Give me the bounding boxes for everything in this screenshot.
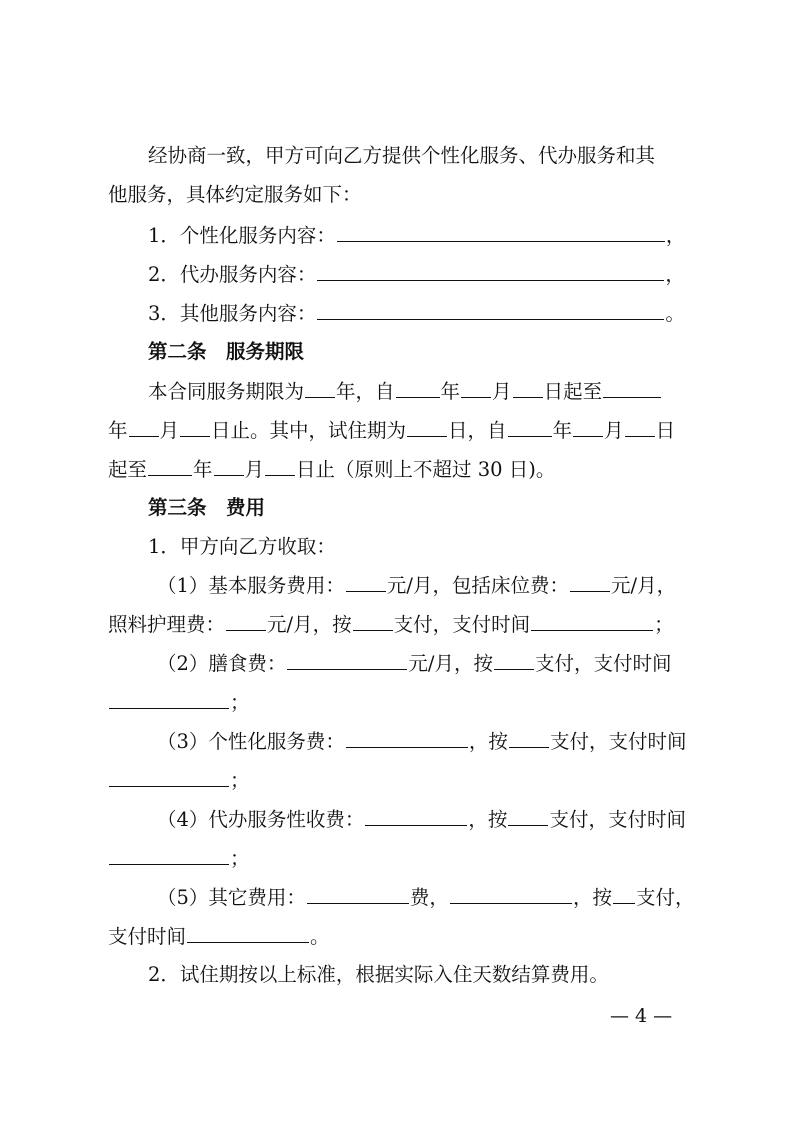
trial-start-year-blank[interactable] <box>508 417 552 437</box>
term-line-2 <box>108 417 708 444</box>
text: 元/月，按 <box>408 652 493 675</box>
page-number: — 4 — <box>610 1005 673 1027</box>
text: ； <box>230 769 250 792</box>
text: 年 <box>108 419 128 442</box>
agency-pay-time-blank[interactable] <box>109 845 229 865</box>
text: ； <box>230 691 250 714</box>
start-year-blank[interactable] <box>396 378 440 398</box>
personal-pay-time-blank[interactable] <box>109 767 229 787</box>
basic-fee-blank[interactable] <box>346 572 386 592</box>
care-fee-line <box>108 611 708 638</box>
service-label: 2．代办服务内容： <box>148 263 317 286</box>
meal-fee-blank[interactable] <box>287 650 407 670</box>
agency-pay-mode-blank[interactable] <box>508 806 548 826</box>
fee-item-1: 1．甲方向乙方收取： <box>148 535 336 558</box>
article-3-heading: 第三条 费用 <box>148 496 266 519</box>
text: 日止。其中，试住期为 <box>211 419 407 442</box>
text: （5）其它费用： <box>157 886 306 909</box>
other-fee-line <box>157 884 757 911</box>
service-label: 3．其他服务内容： <box>148 302 317 325</box>
service-personal-blank[interactable] <box>337 222 665 242</box>
agency-fee-line <box>157 806 757 833</box>
text: 年 <box>440 380 461 403</box>
other-fee-name-blank[interactable] <box>307 884 409 904</box>
service-item-other <box>148 300 748 327</box>
trial-start-day-blank[interactable] <box>625 417 655 437</box>
term-line-3 <box>108 456 708 483</box>
agency-pay-time-line <box>108 845 708 872</box>
text: 元/月，按 <box>267 613 352 636</box>
other-pay-time-line <box>108 923 708 950</box>
text: 元/月，包括床位费： <box>386 574 569 597</box>
intro-line-2: 他服务，具体约定服务如下： <box>108 183 362 206</box>
personal-pay-time-line <box>108 767 708 794</box>
meal-pay-mode-blank[interactable] <box>494 650 534 670</box>
care-fee-blank[interactable] <box>226 611 266 631</box>
punct: ， <box>665 224 686 247</box>
text: 年 <box>552 419 573 442</box>
text: ； <box>654 613 674 636</box>
text: 日，自 <box>448 419 507 442</box>
end-month-blank[interactable] <box>129 417 159 437</box>
service-label: 1．个性化服务内容： <box>148 224 336 247</box>
other-fee-amount-blank[interactable] <box>450 884 572 904</box>
text: ，按 <box>468 730 508 753</box>
personal-pay-mode-blank[interactable] <box>509 728 549 748</box>
text: 。 <box>310 925 330 948</box>
start-month-blank[interactable] <box>461 378 491 398</box>
text: 支付，支付时间 <box>549 730 687 753</box>
text: 年，自 <box>336 380 395 403</box>
text: 本合同服务期限为 <box>148 380 305 403</box>
text: 日止（原则上不超过 30 日)。 <box>296 458 556 481</box>
fee-item-2: 2．试住期按以上标准，根据实际入住天数结算费用。 <box>148 963 609 986</box>
text: 支付，支付时间 <box>535 652 672 675</box>
care-pay-time-blank[interactable] <box>531 611 653 631</box>
text: 元/月， <box>611 574 677 597</box>
text: 月 <box>159 419 180 442</box>
text: （2）膳食费： <box>157 652 287 675</box>
punct: 。 <box>665 302 685 325</box>
basic-fee-line <box>157 572 757 599</box>
text: ，按 <box>572 886 612 909</box>
meal-pay-time-line <box>108 689 708 716</box>
intro-line-1: 经协商一致，甲方可向乙方提供个性化服务、代办服务和其 <box>148 144 656 167</box>
text: 年 <box>193 458 213 481</box>
term-years-blank[interactable] <box>305 378 335 398</box>
agency-fee-blank[interactable] <box>365 806 467 826</box>
text: （3）个性化服务费： <box>157 730 345 753</box>
text: 支付时间 <box>108 925 187 948</box>
end-year-blank-a[interactable] <box>603 378 661 398</box>
text: 月 <box>244 458 265 481</box>
punct: ， <box>665 263 685 286</box>
text: 月 <box>492 380 512 403</box>
article-2-heading: 第二条 服务期限 <box>148 340 305 363</box>
service-agency-blank[interactable] <box>317 261 664 281</box>
text: 费， <box>409 886 449 909</box>
trial-end-year-blank[interactable] <box>148 456 192 476</box>
end-day-blank[interactable] <box>180 417 210 437</box>
text: ； <box>230 847 250 870</box>
trial-end-day-blank[interactable] <box>265 456 295 476</box>
text: 照料护理费： <box>108 613 226 636</box>
personal-fee-blank[interactable] <box>346 728 468 748</box>
other-pay-time-blank[interactable] <box>187 923 309 943</box>
care-pay-mode-blank[interactable] <box>353 611 393 631</box>
text: ，按 <box>468 808 508 831</box>
other-pay-mode-blank[interactable] <box>613 884 635 904</box>
meal-pay-time-blank[interactable] <box>109 689 229 709</box>
trial-end-month-blank[interactable] <box>214 456 244 476</box>
service-other-blank[interactable] <box>317 300 664 320</box>
service-item-personal <box>148 222 748 249</box>
text: 支付，支付时间 <box>549 808 686 831</box>
text: 起至 <box>108 458 148 481</box>
text: 支付，支付时间 <box>393 613 531 636</box>
bed-fee-blank[interactable] <box>570 572 610 592</box>
trial-start-month-blank[interactable] <box>573 417 603 437</box>
text: 日起至 <box>543 380 603 403</box>
meal-fee-line <box>157 650 757 677</box>
start-day-blank[interactable] <box>513 378 543 398</box>
service-item-agency <box>148 261 748 288</box>
text: 支付， <box>635 886 695 909</box>
text: （1）基本服务费用： <box>157 574 345 597</box>
term-line-1 <box>148 378 748 405</box>
trial-days-blank[interactable] <box>407 417 447 437</box>
text: 日 <box>655 419 676 442</box>
text: （4）代办服务性收费： <box>157 808 365 831</box>
text: 月 <box>604 419 624 442</box>
personal-fee-line <box>157 728 757 755</box>
